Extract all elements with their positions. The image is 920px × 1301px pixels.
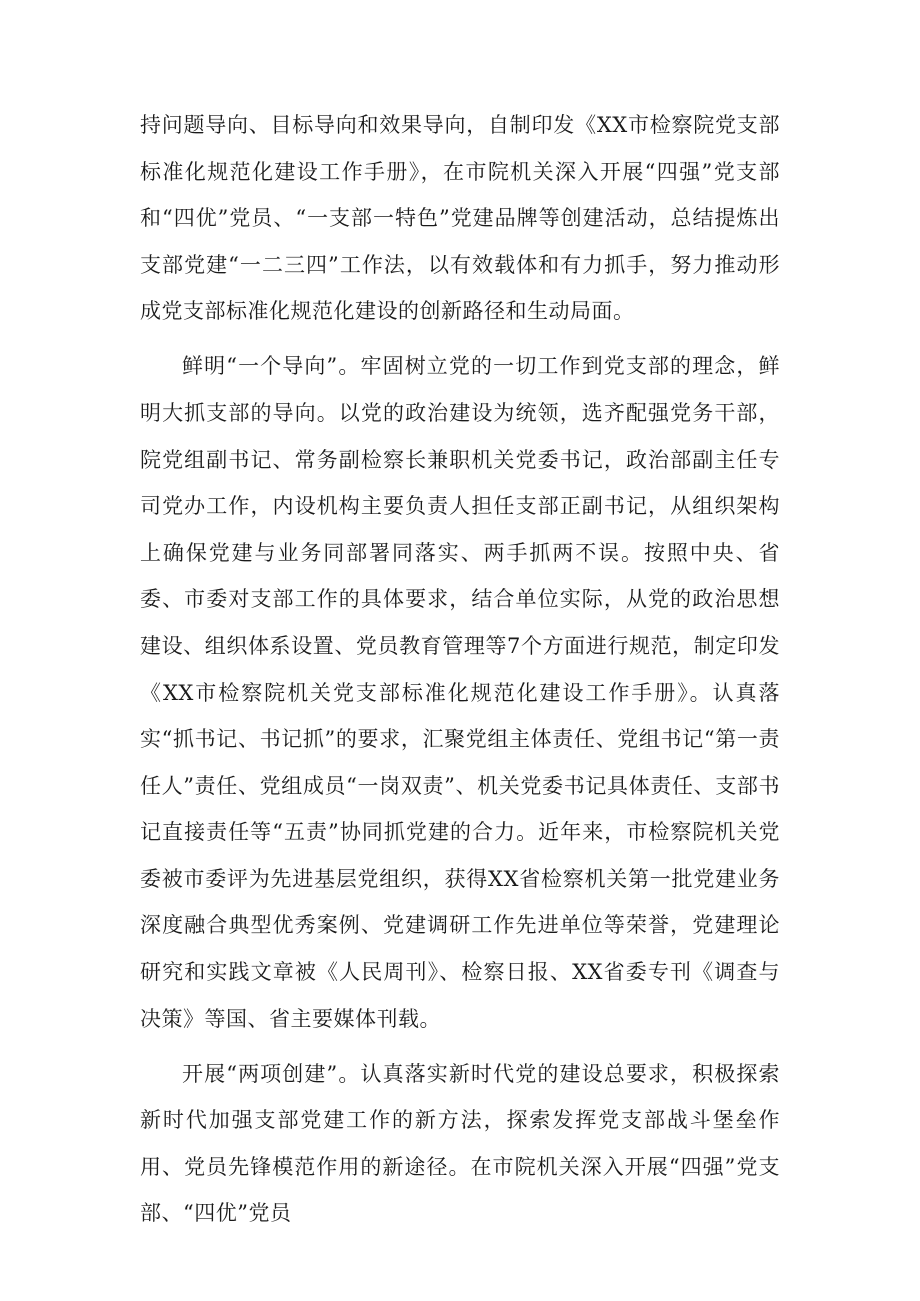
paragraph-1: 持问题导向、目标导向和效果导向，自制印发《XX市检察院党支部标准化规范化建设工作手册》，在市院机关深入开展“四强”党支部和“四优”党员、“一支部一特色”党建品牌等创建活动，总结提炼出支部党建“一二三四”工作法，以有效载体和有力抓手，努力推动形成党支部标准化规范化建设的创新路径和生动局面。 <box>140 113 780 324</box>
paragraph-3: 开展“两项创建”。认真落实新时代党的建设总要求，积极探索新时代加强支部党建工作的新方法，探索发挥党支部战斗堡垒作用、党员先锋模范作用的新途径。在市院机关深入开展“四强”党支部、“四优”党员 <box>140 1061 780 1226</box>
paragraph-2: 鲜明“一个导向”。牢固树立党的一切工作到党支部的理念，鲜明大抓支部的导向。以党的政治建设为统领，选齐配强党务干部，院党组副书记、常务副检察长兼职机关党委书记，政治部副主任专司党办工作，内设机构主要负责人担任支部正副书记，从组织架构上确保党建与业务同部署同落实、两手抓两不误。按照中央、省委、市委对支部工作的具体要求，结合单位实际，从党的政治思想建设、组织体系设置、党员教育管理等7个方面进行规范，制定印发《XX市检察院机关党支部标准化规范化建设工作手册》。认真落实“抓书记、书记抓”的要求，汇聚党组主体责任、党组书记“第一责任人”责任、党组成员“一岗双责”、机关党委书记具体责任、支部书记直接责任等“五责”协同抓党建的合力。近年来，市检察院机关党委被市委评为先进基层党组织，获得XX省检察机关第一批党建业务深度融合典型优秀案例、党建调研工作先进单位等荣誉，党建理论研究和实践文章被《人民周刊》、检察日报、XX省委专刊《调查与决策》等国、省主要媒体刊载。 <box>140 354 780 1031</box>
document-body <box>140 102 780 1245</box>
